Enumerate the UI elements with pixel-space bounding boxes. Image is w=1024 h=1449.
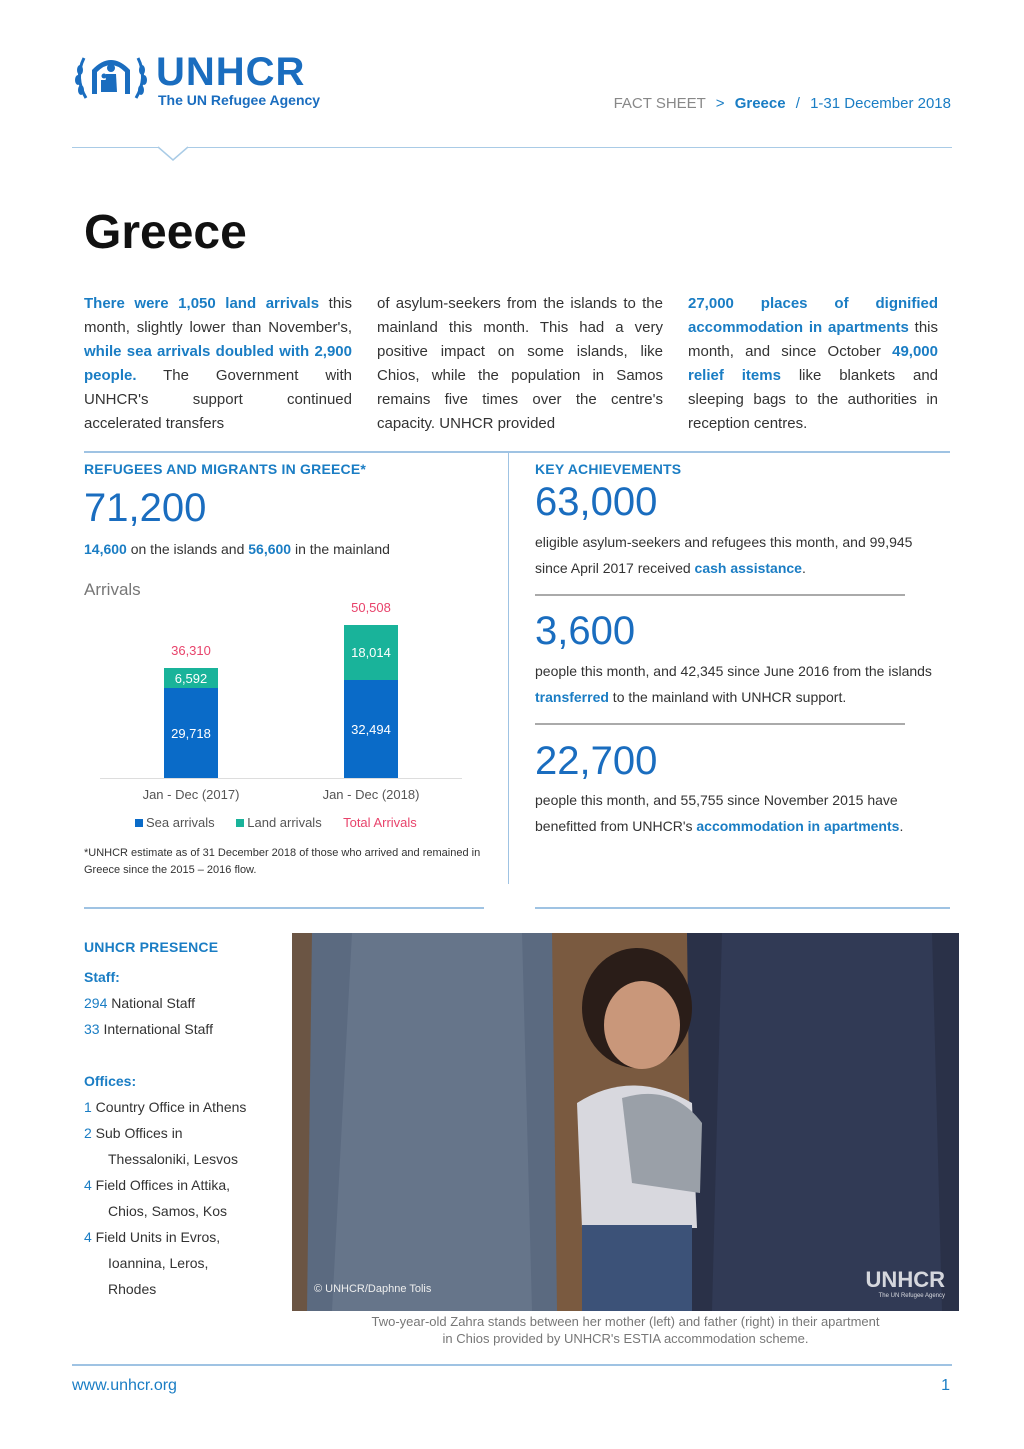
footnote: *UNHCR estimate as of 31 December 2018 of those who arrived and remained in Greece since the 2015 – 2016 flow. [84, 847, 481, 876]
achievement-text [535, 787, 950, 839]
office-locations: Ioannina, Leros, [108, 1255, 209, 1271]
office-count: 1 [84, 1099, 92, 1115]
staff-type: National Staff [107, 995, 196, 1011]
achievement-desc: eligible asylum-seekers and refugees this month, and 99,945 since April 2017 received [535, 534, 913, 576]
refugees-breakdown [84, 536, 390, 562]
photo-image [292, 933, 959, 1311]
staff-label: Staff: [84, 969, 120, 985]
bar-2017 [164, 668, 218, 778]
column-divider [508, 452, 509, 884]
watermark-wordmark: UNHCR [865, 1267, 945, 1292]
cash-assistance-link[interactable]: cash assistance [694, 560, 802, 576]
breadcrumb-period: 1-31 December 2018 [810, 95, 951, 112]
intro-text: this month, and since October [688, 319, 938, 360]
staff-item [84, 1016, 284, 1042]
staff-count: 294 [84, 995, 108, 1011]
watermark-tagline: The UN Refugee Agency [878, 1293, 945, 1299]
chart-title: Arrivals [84, 580, 141, 599]
achievement-desc-end: to the mainland with UNHCR support. [608, 689, 847, 705]
legend-land [236, 815, 321, 830]
sea-swatch-icon [135, 819, 143, 827]
office-item [84, 1172, 284, 1198]
breadcrumb [614, 95, 951, 112]
breadcrumb-country: Greece [734, 95, 786, 112]
achievement-desc-end: . [801, 560, 806, 576]
office-type: Field Offices in Attika, [91, 1177, 231, 1193]
refugees-total: 71,200 [84, 486, 207, 530]
chart-legend [135, 815, 435, 830]
legend-land-label: Land arrivals [247, 815, 322, 830]
chevron-down-icon [158, 146, 188, 162]
intro-text: like blankets and sleeping bags to the authorities in reception centres. [688, 367, 938, 432]
breadcrumb-doc-type: FACT SHEET [613, 95, 706, 112]
sea-segment-2018: 32,494 [344, 680, 398, 778]
logo-tagline: The UN Refugee Agency [158, 92, 321, 108]
transferred-link[interactable]: transferred [535, 689, 609, 705]
intro-text: this month, slightly lower than November's, [84, 295, 352, 336]
unhcr-emblem-icon [72, 48, 150, 110]
achievement-divider [535, 594, 905, 596]
achievement-text [535, 529, 925, 581]
achievement-desc: people this month, and 42,345 since June 2016 from the islands [535, 663, 932, 679]
x-tick-2017: Jan - Dec (2017) [142, 787, 240, 802]
intro-highlight: while sea arrivals doubled with 2,900 people. [84, 343, 352, 384]
refugees-heading: REFUGEES AND MIGRANTS IN GREECE* [84, 461, 367, 477]
logo-wordmark: UNHCR [156, 50, 306, 94]
intro-column-1 [84, 292, 352, 436]
sea-segment-2017: 29,718 [164, 688, 218, 778]
office-item [84, 1094, 284, 1120]
office-locations: Thessaloniki, Lesvos [108, 1151, 238, 1167]
photo [292, 933, 959, 1311]
office-count: 4 [84, 1229, 92, 1245]
office-item [84, 1120, 284, 1146]
bar-2018 [344, 625, 398, 778]
staff-type: International Staff [99, 1021, 213, 1037]
land-segment-2017: 6,592 [164, 668, 218, 688]
office-type: Sub Offices in [91, 1125, 183, 1141]
unhcr-logo [72, 48, 342, 114]
office-count: 4 [84, 1177, 92, 1193]
staff-count: 33 [84, 1021, 100, 1037]
section-divider [84, 907, 484, 909]
website-link[interactable]: www.unhcr.org [72, 1377, 177, 1394]
office-item [84, 1224, 284, 1250]
intro-column-3 [688, 292, 938, 436]
footer-divider [72, 1364, 952, 1366]
mainland-count: 56,600 [248, 541, 292, 557]
intro-highlight: 49,000 relief items [688, 343, 938, 384]
mainland-text: in the mainland [291, 541, 390, 557]
x-tick-2018: Jan - Dec (2018) [322, 787, 420, 802]
breadcrumb-slash: / [795, 95, 800, 112]
page-title: Greece [84, 206, 247, 259]
arrivals-chart [100, 600, 465, 840]
office-locations: Chios, Samos, Kos [108, 1203, 228, 1219]
header-divider [72, 147, 952, 148]
achievement-desc: people this month, and 55,755 since November 2015 have benefitted from UNHCR's [535, 792, 898, 834]
section-divider [84, 451, 950, 453]
legend-sea-label: Sea arrivals [146, 815, 215, 830]
achievement-divider [535, 723, 905, 725]
achievements-heading: KEY ACHIEVEMENTS [535, 461, 682, 477]
achievement-number: 63,000 [535, 480, 658, 524]
legend-sea [135, 815, 215, 830]
photo-watermark [866, 1267, 945, 1299]
photo-caption [292, 1313, 959, 1347]
intro-text: of asylum-seekers from the islands to the mainland this month. This had a very positive impact on some islands, like Chios, while the population in Samos remains five times over the centre's capacity. UNHCR provided [377, 295, 663, 432]
islands-text: on the islands and [126, 541, 249, 557]
page-number: 1 [941, 1377, 950, 1394]
islands-count: 14,600 [84, 541, 127, 557]
unhcr-presence [84, 934, 284, 1302]
caption-line-1: Two-year-old Zahra stands between her mother (left) and father (right) in their apartment [371, 1314, 880, 1329]
breadcrumb-separator: > [715, 95, 725, 112]
accommodation-link[interactable]: accommodation in apartments [696, 818, 900, 834]
staff-item [84, 990, 284, 1016]
achievement-text [535, 658, 935, 710]
caption-line-2: in Chios provided by UNHCR's ESTIA accommodation scheme. [442, 1331, 809, 1346]
section-divider [535, 907, 950, 909]
presence-heading: UNHCR PRESENCE [84, 939, 219, 955]
land-segment-2018: 18,014 [344, 625, 398, 680]
land-swatch-icon [236, 819, 244, 827]
office-type: Field Units in Evros, [91, 1229, 221, 1245]
photo-credit: © UNHCR/Daphne Tolis [314, 1283, 432, 1295]
office-type: Country Office in Athens [91, 1099, 247, 1115]
total-label-2017: 36,310 [171, 643, 211, 658]
office-locations: Rhodes [108, 1281, 157, 1297]
achievement-number: 3,600 [535, 609, 636, 653]
intro-highlight: 27,000 places of dignified accommodation in apartments [688, 295, 938, 336]
achievement-number: 22,700 [535, 739, 658, 783]
achievement-desc-end: . [899, 818, 904, 834]
intro-highlight: There were 1,050 land arrivals [84, 295, 320, 312]
legend-total: Total Arrivals [343, 815, 417, 830]
offices-label: Offices: [84, 1073, 137, 1089]
x-axis [100, 778, 462, 779]
intro-text: The Government with UNHCR's support continued accelerated transfers [84, 367, 352, 432]
total-label-2018: 50,508 [351, 600, 391, 615]
intro-column-2 [377, 292, 663, 436]
office-count: 2 [84, 1125, 92, 1141]
